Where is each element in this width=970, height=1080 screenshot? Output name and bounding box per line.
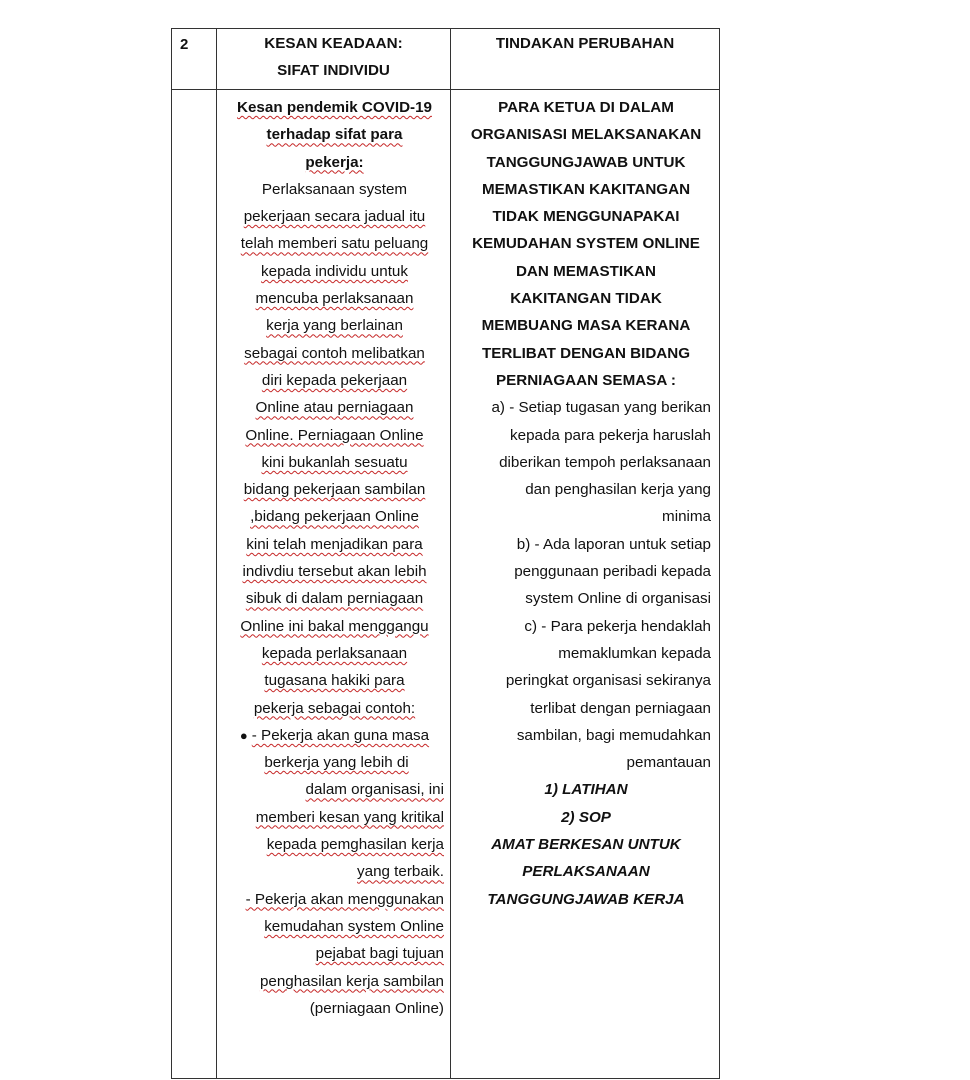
impact-line: tugasana hakiki para <box>264 672 405 690</box>
impact-line: sebagai contoh melibatkan <box>244 344 425 362</box>
action-line: pemantauan <box>626 754 711 772</box>
impact-line: - Pekerja akan menggunakan <box>245 890 444 908</box>
impact-line: kepada perlaksanaan <box>261 644 408 662</box>
action-line: ORGANISASI MELAKSANAKAN <box>470 126 702 144</box>
impact-line: Online atau perniagaan <box>255 399 414 417</box>
impact-line: Kesan pendemik COVID-19 <box>237 99 432 116</box>
impact-cell <box>217 90 451 1079</box>
action-line: system Online di organisasi <box>525 590 711 608</box>
action-line: minima <box>662 508 711 526</box>
impact-line: mencuba perlaksanaan <box>255 290 414 308</box>
impact-bullet-line: ● - Pekerja akan guna masa <box>239 726 430 744</box>
action-line: TERLIBAT DENGAN BIDANG <box>481 344 691 362</box>
header-impact <box>217 29 451 90</box>
impact-line: dalam organisasi, ini <box>305 781 444 799</box>
impact-line: sibuk di dalam perniagaan <box>245 590 424 608</box>
impact-line: Perlaksanaan system <box>261 180 408 198</box>
impact-line: kepada pemghasilan kerja <box>266 836 444 854</box>
impact-line: pekerja sebagai contoh: <box>253 699 416 717</box>
table-row <box>172 90 720 1079</box>
action-line: c) - Para pekerja hendaklah <box>524 617 711 635</box>
impact-line: diri kepada pekerjaan <box>261 371 408 389</box>
impact-line: telah memberi satu peluang <box>240 235 429 253</box>
impact-line: bidang pekerjaan sambilan <box>243 481 426 499</box>
action-line: MEMBUANG MASA KERANA <box>481 317 691 335</box>
header-action: TINDAKAN PERUBAHAN <box>451 29 720 90</box>
action-line: terlibat dengan perniagaan <box>530 699 711 717</box>
action-line: MEMASTIKAN KAKITANGAN <box>481 180 691 198</box>
impact-line: kepada individu untuk <box>261 262 408 280</box>
impact-line: kerja yang berlainan <box>266 317 403 335</box>
action-line: a) - Setiap tugasan yang berikan <box>491 399 711 417</box>
impact-line: pejabat bagi tujuan <box>315 945 444 963</box>
row-number: 2 <box>172 29 217 90</box>
action-line: TANGGUNGJAWAB KERJA <box>487 890 685 908</box>
action-line: 1) LATIHAN <box>544 781 628 799</box>
action-line: KEMUDAHAN SYSTEM ONLINE <box>472 235 700 253</box>
action-line: 2) SOP <box>561 808 611 826</box>
impact-line: memberi kesan yang kritikal <box>255 808 444 826</box>
action-line: TIDAK MENGGUNAPAKAI <box>492 208 680 226</box>
action-line: PERLAKSANAAN <box>522 863 650 881</box>
action-line: kepada para pekerja haruslah <box>510 426 711 444</box>
action-line: DAN MEMASTIKAN <box>515 262 657 280</box>
action-line: b) - Ada laporan untuk setiap <box>516 535 711 553</box>
table-header-row <box>172 29 720 90</box>
action-line: PARA KETUA DI DALAM <box>498 99 674 116</box>
content-table <box>171 28 720 1079</box>
impact-line: pekerjaan secara jadual itu <box>243 208 426 226</box>
impact-line: indivdiu tersebut akan lebih <box>242 563 427 581</box>
impact-line: berkerja yang lebih di <box>264 754 409 772</box>
impact-line: penghasilan kerja sambilan <box>259 972 444 990</box>
action-cell <box>451 90 720 1079</box>
action-line: peringkat organisasi sekiranya <box>505 672 711 690</box>
impact-line: (perniagaan Online) <box>309 999 444 1017</box>
action-line: AMAT BERKESAN UNTUK <box>491 836 681 854</box>
action-line: memaklumkan kepada <box>558 644 711 662</box>
header-impact-line-2: SIFAT INDIVIDU <box>277 62 390 80</box>
action-line: PERNIAGAAN SEMASA : <box>495 371 676 389</box>
action-line: dan penghasilan kerja yang <box>525 481 711 499</box>
action-line: sambilan, bagi memudahkan <box>516 726 711 744</box>
action-line: TANGGUNGJAWAB UNTUK <box>486 153 686 171</box>
impact-line: terhadap sifat para <box>266 126 403 144</box>
impact-line: kini bukanlah sesuatu <box>261 453 408 471</box>
bullet-icon: ● <box>239 727 248 743</box>
impact-line: Online. Perniagaan Online <box>245 426 424 444</box>
action-line: KAKITANGAN TIDAK <box>510 290 662 308</box>
impact-line: kemudahan system Online <box>264 917 444 935</box>
action-line: diberikan tempoh perlaksanaan <box>499 453 711 471</box>
action-line: penggunaan peribadi kepada <box>514 563 711 581</box>
impact-line: kini telah menjadikan para <box>246 535 423 553</box>
impact-line: pekerja: <box>305 153 364 171</box>
empty-number-cell <box>172 90 217 1079</box>
header-impact-line-1: KESAN KEADAAN: <box>264 35 403 52</box>
impact-line: ,bidang pekerjaan Online <box>250 508 419 526</box>
impact-line: yang terbaik. <box>357 863 444 881</box>
impact-line: Online ini bakal menggangu <box>240 617 429 635</box>
